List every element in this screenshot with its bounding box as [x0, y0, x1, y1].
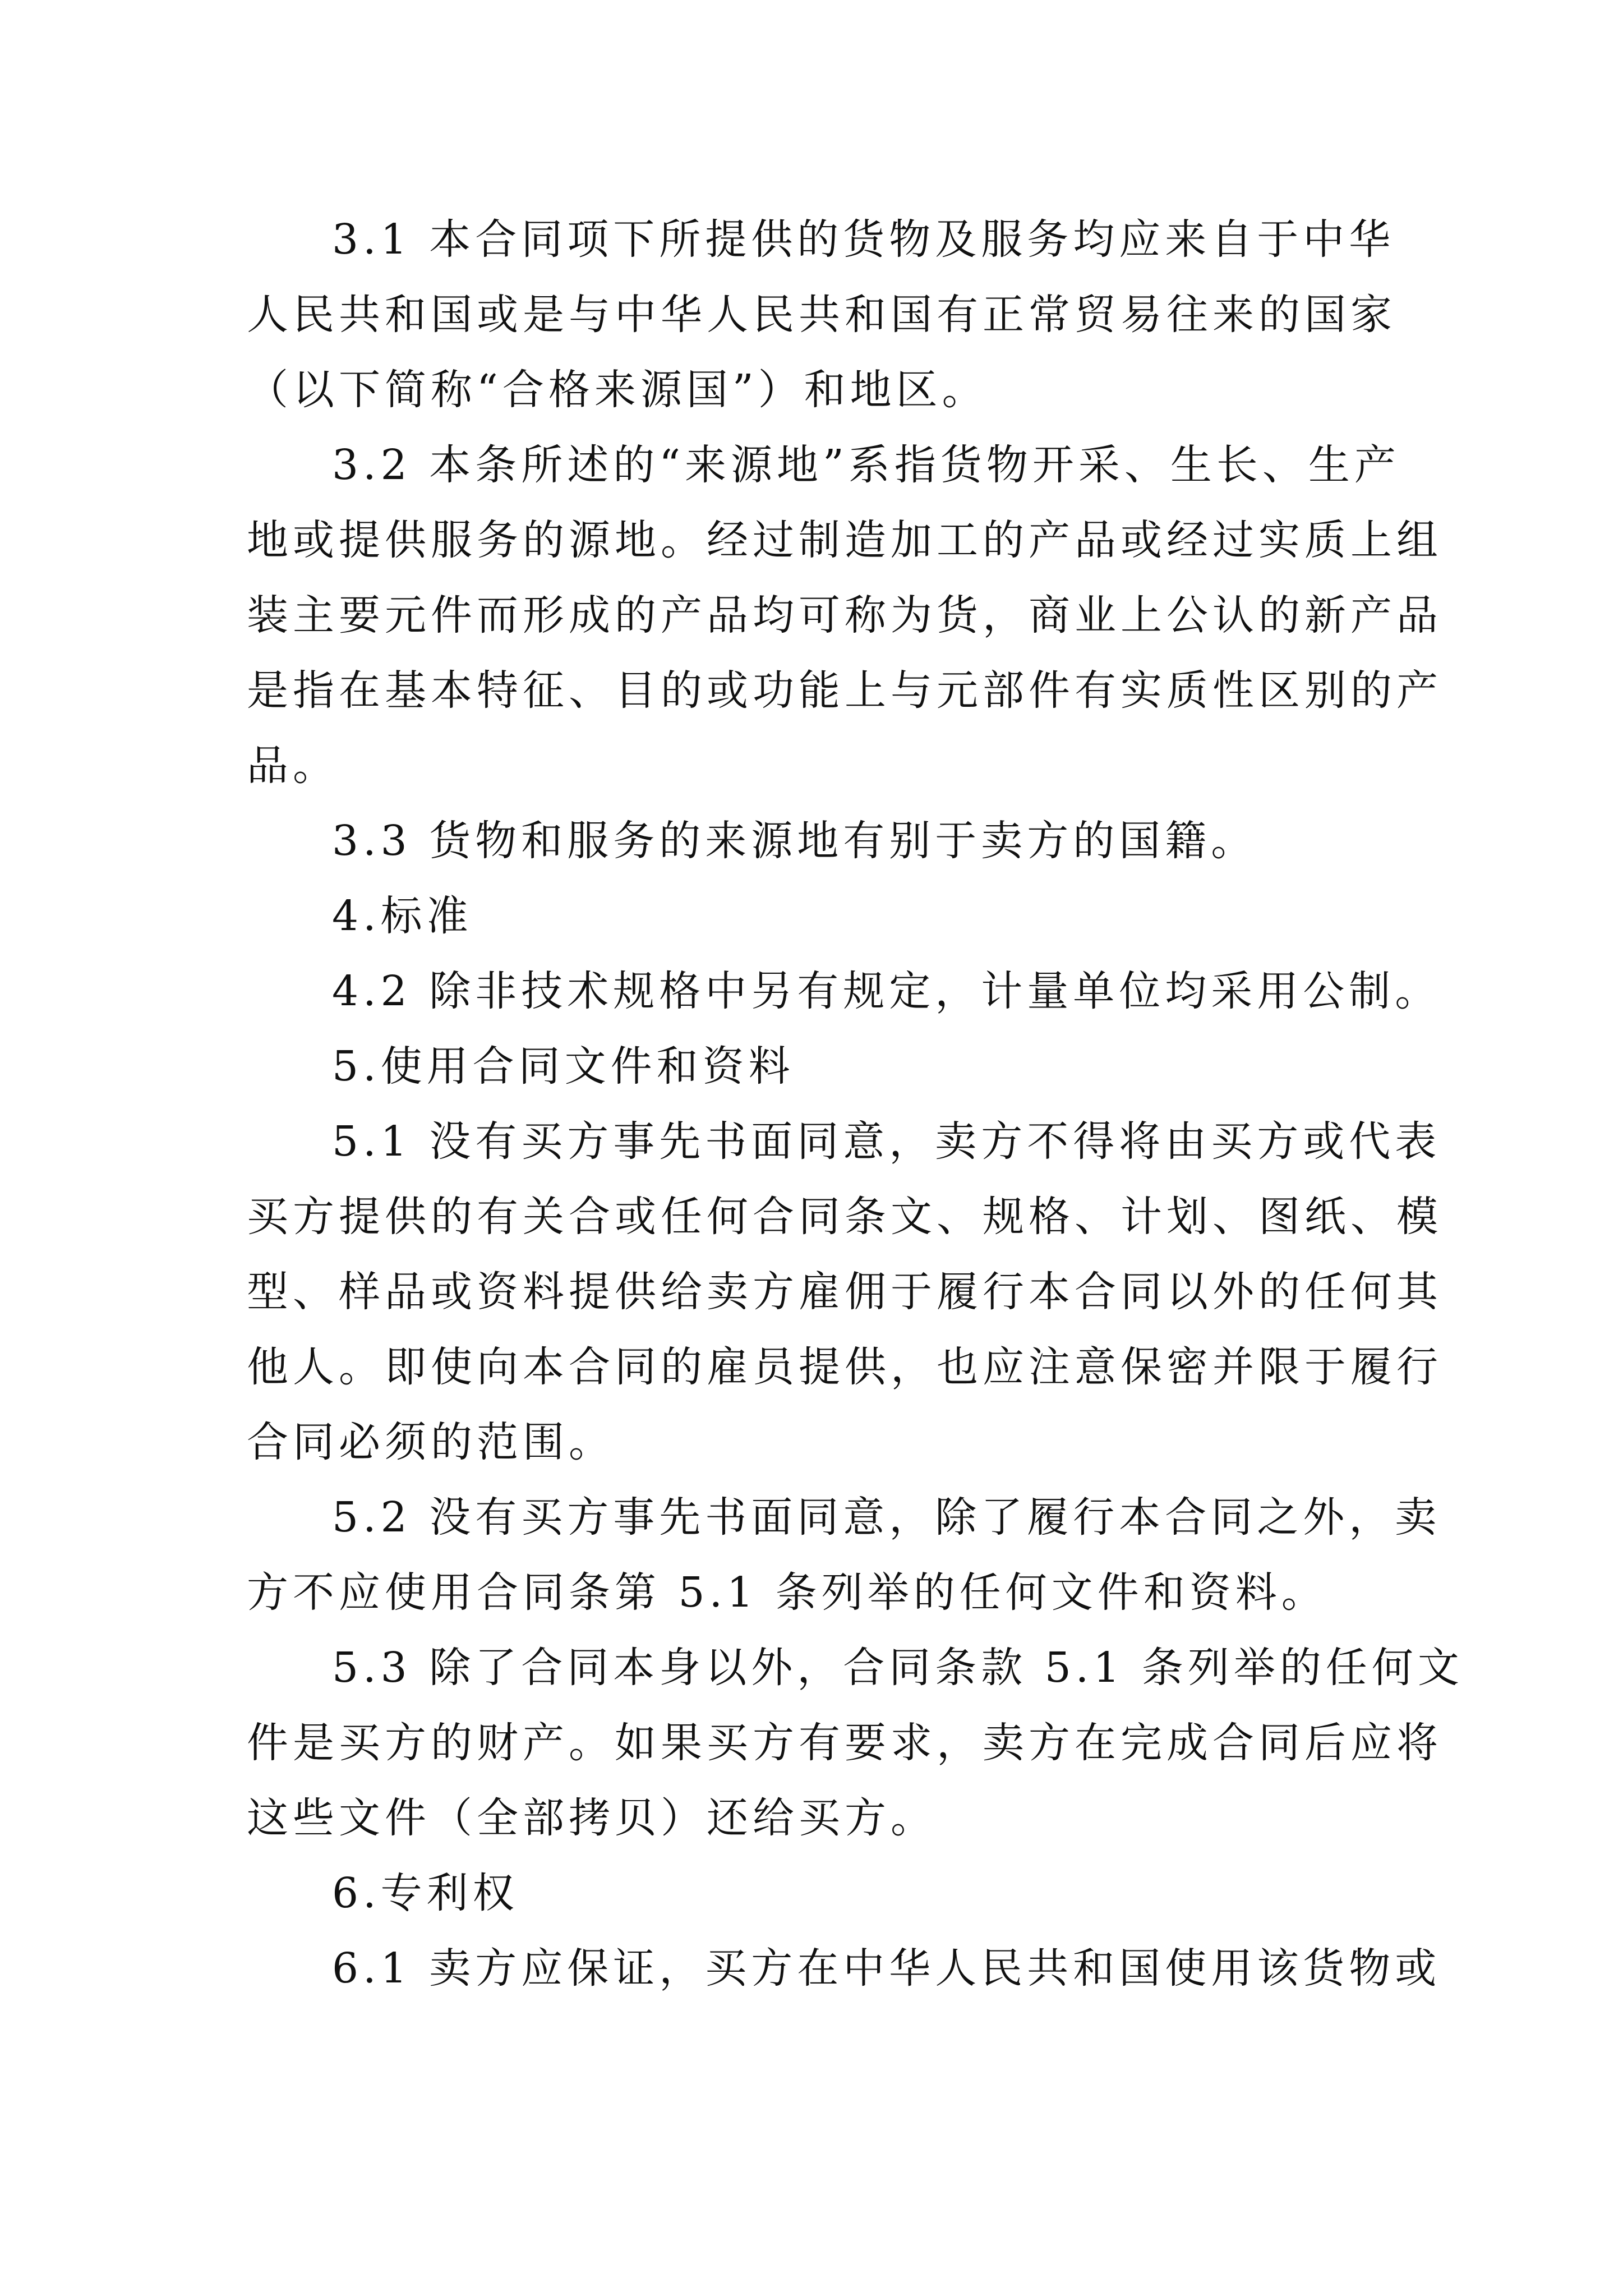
text-line: 地或提供服务的源地。经过制造加工的产品或经过实质上组	[247, 516, 1442, 564]
text-line: 3.1 本合同项下所提供的货物及服务均应来自于中华	[332, 215, 1395, 264]
section-heading: 4.标准	[332, 892, 473, 940]
text-line: 合同必须的范围。	[247, 1418, 615, 1466]
section-heading: 6.专利权	[332, 1869, 519, 1917]
text-line: 件是买方的财产。如果买方有要求，卖方在完成合同后应将	[247, 1719, 1442, 1767]
text-line: 5.2 没有买方事先书面同意，除了履行本合同之外，卖	[332, 1493, 1441, 1542]
text-line: 3.3 货物和服务的来源地有别于卖方的国籍。	[332, 817, 1257, 865]
text-line: 他人。即使向本合同的雇员提供，也应注意保密并限于履行	[247, 1343, 1442, 1391]
text-line: 品。	[247, 742, 339, 790]
section-heading: 5.使用合同文件和资料	[332, 1042, 795, 1091]
text-line: 方不应使用合同条第 5.1 条列举的任何文件和资料。	[247, 1568, 1327, 1617]
text-line: 5.1 没有买方事先书面同意，卖方不得将由买方或代表	[332, 1117, 1441, 1166]
text-line: 6.1 卖方应保证，买方在中华人民共和国使用该货物或	[332, 1944, 1441, 1993]
text-line: 买方提供的有关合或任何合同条文、规格、计划、图纸、模	[247, 1193, 1442, 1241]
text-line: （以下简称“合格来源国”）和地区。	[247, 366, 988, 414]
text-line: 5.3 除了合同本身以外，合同条款 5.1 条列举的任何文	[332, 1644, 1464, 1692]
text-line: 装主要元件而形成的产品均可称为货，商业上公认的新产品	[247, 591, 1442, 639]
document-page	[247, 202, 1464, 2006]
text-line: 3.2 本条所述的“来源地”系指货物开采、生长、生产	[332, 441, 1400, 489]
text-line: 人民共和国或是与中华人民共和国有正常贸易往来的国家	[247, 291, 1396, 339]
text-line: 是指在基本特征、目的或功能上与元部件有实质性区别的产	[247, 666, 1442, 715]
text-line: 4.2 除非技术规格中另有规定，计量单位均采用公制。	[332, 967, 1441, 1015]
text-line: 这些文件（全部拷贝）还给买方。	[247, 1794, 937, 1842]
text-line: 型、样品或资料提供给卖方雇佣于履行本合同以外的任何其	[247, 1268, 1442, 1316]
